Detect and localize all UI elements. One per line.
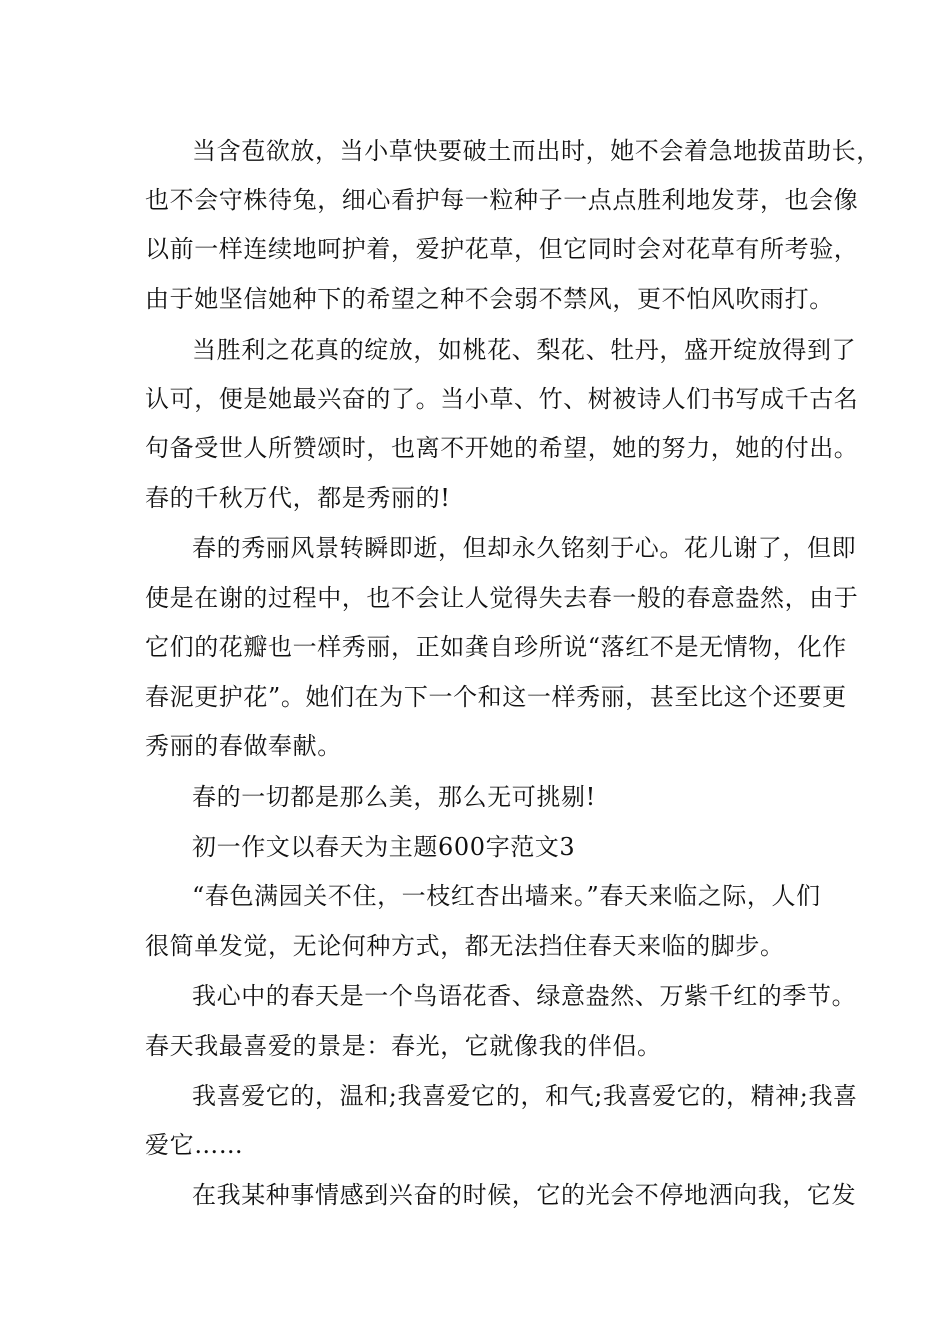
paragraph-line: 它们的花瓣也一样秀丽，正如龚自珍所说“落红不是无情物，化作 xyxy=(145,633,847,661)
paragraph-line: 以前一样连续地呵护着，爱护花草，但它同时会对花草有所考验， xyxy=(145,235,859,263)
paragraph-line: 春的秀丽风景转瞬即逝，但却永久铭刻于心。花儿谢了，但即 xyxy=(192,534,857,562)
paragraph-line: 爱它…… xyxy=(145,1131,244,1159)
section-heading: 初一作文以春天为主题600字范文3 xyxy=(192,833,576,861)
paragraph-line: “春色满园关不住，一枝红杏出墙来。”春天来临之际，人们 xyxy=(192,882,821,910)
paragraph-line: 当胜利之花真的绽放，如桃花、梨花、牡丹，盛开绽放得到了 xyxy=(192,336,857,364)
paragraph-line: 当含苞欲放，当小草快要破土而出时，她不会着急地拔苗助长， xyxy=(192,137,881,165)
paragraph-line: 我喜爱它的，温和;我喜爱它的，和气;我喜爱它的，精神;我喜 xyxy=(192,1082,858,1110)
paragraph-line: 也不会守株待兔，细心看护每一粒种子一点点胜利地发芽，也会像 xyxy=(145,186,859,214)
paragraph-line: 春泥更护花”。她们在为下一个和这一样秀丽，甚至比这个还要更 xyxy=(145,683,847,711)
paragraph-line: 春的一切都是那么美，那么无可挑剔! xyxy=(192,783,596,811)
paragraph-line: 认可，便是她最兴奋的了。当小草、竹、树被诗人们书写成千古名 xyxy=(145,385,859,413)
paragraph-line: 我心中的春天是一个鸟语花香、绿意盎然、万紫千红的季节。 xyxy=(192,982,857,1010)
paragraph-line: 春天我最喜爱的景是：春光，它就像我的伴侣。 xyxy=(145,1032,662,1060)
paragraph-line: 秀丽的春做奉献。 xyxy=(145,732,342,760)
paragraph-line: 春的千秋万代，都是秀丽的! xyxy=(145,484,451,512)
paragraph-line: 很简单发觉，无论何种方式，都无法挡住春天来临的脚步。 xyxy=(145,932,785,960)
paragraph-line: 句备受世人所赞颂时，也离不开她的希望，她的努力，她的付出。 xyxy=(145,434,859,462)
paragraph-line: 由于她坚信她种下的希望之种不会弱不禁风，更不怕风吹雨打。 xyxy=(145,285,834,313)
paragraph-line: 使是在谢的过程中，也不会让人觉得失去春一般的春意盎然，由于 xyxy=(145,584,859,612)
paragraph-line: 在我某种事情感到兴奋的时候，它的光会不停地洒向我，它发 xyxy=(192,1181,857,1209)
